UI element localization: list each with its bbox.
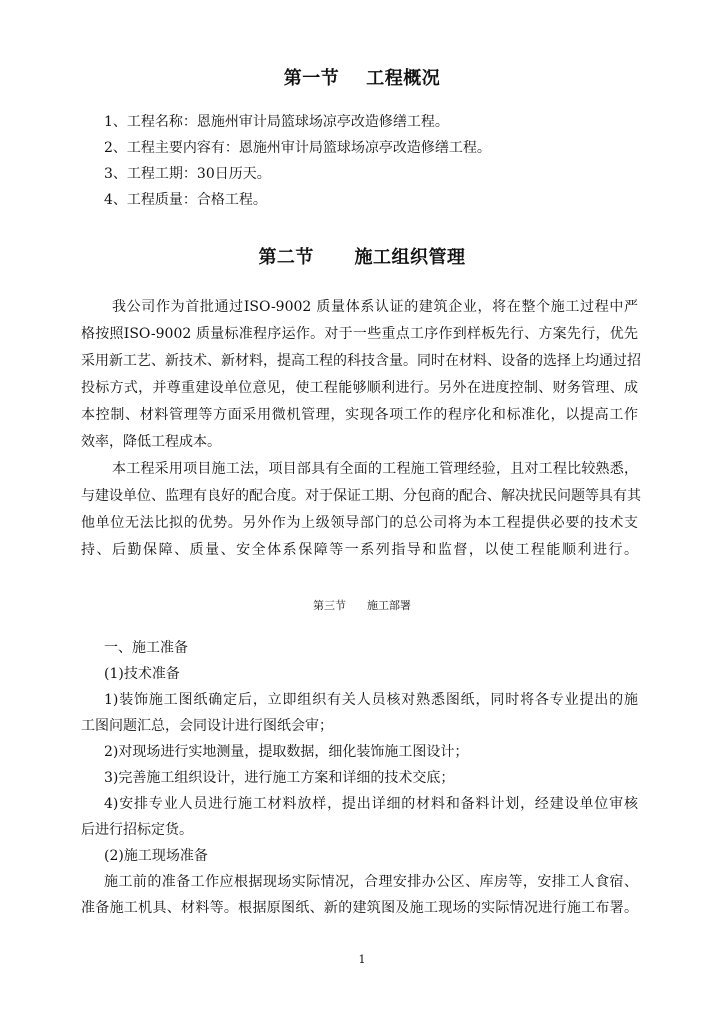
section2-para2-line-2: 与建设单位、监理有良好的配合度。对于保证工期、分包商的配合、解决扰民问题等具有其 (81, 488, 641, 504)
section3-line-10: 施工前的准备工作应根据现场实际情况，合理安排办公区、库房等，安排工人食宿、 (104, 874, 638, 890)
section3-subheading-site: (2)施工现场准备 (104, 848, 208, 864)
section2-title: 第二节 施工组织管理 (258, 247, 466, 268)
section3-heading-prep: 一、施工准备 (104, 640, 188, 656)
section2-para1-line-3: 采用新工艺、新技术、新材料，提高工程的科技含量。同时在材料、设备的选择上均通过招 (81, 353, 641, 369)
section3-line-11: 准备施工机具、材料等。根据原图纸、新的建筑图及施工现场的实际情况进行施工布署。 (81, 900, 638, 916)
section2-para2-line-3: 他单位无法比拟的优势。另外作为上级领导部门的总公司将为本工程提供必要的技术支 (81, 515, 638, 531)
section3-line-7: 4)安排专业人员进行施工材料放样，提出详细的材料和备料计划，经建设单位审核 (104, 796, 638, 812)
section1-item-2: 2、工程主要内容有：恩施州审计局篮球场凉亭改造修缮工程。 (104, 140, 491, 156)
section3-line-5: 2)对现场进行实地测量，提取数据，细化装饰施工图设计； (104, 744, 469, 760)
section2-para1-line-4: 投标方式，并尊重建设单位意见，使工程能够顺利进行。另外在进度控制、财务管理、成 (81, 380, 638, 396)
section2-para2-line-4: 持、后勤保障、质量、安全体系保障等一系列指导和监督，以使工程能顺利进行。 (81, 542, 638, 558)
section2-para1-line-2: 格按照ISO-9002 质量标准程序运作。对于一些重点工序作到样板先行、方案先行，优先 (81, 326, 638, 342)
section1-item-3: 3、工程工期：30日历天。 (104, 166, 271, 182)
section2-para2-line-1: 本工程采用项目施工法，项目部具有全面的工程施工管理经验，且对工程比较熟悉， (112, 461, 638, 477)
page-number: 1 (358, 953, 366, 966)
section2-para1-line-6: 效率，降低工程成本。 (81, 434, 221, 450)
section3-line-4: 工图问题汇总，会同设计进行图纸会审； (81, 718, 333, 734)
section1-title: 第一节 工程概况 (283, 68, 441, 89)
section3-subheading-tech: (1)技术准备 (104, 666, 180, 682)
section2-para1-line-1: 我公司作为首批通过ISO-9002 质量体系认证的建筑企业，将在整个施工过程中严 (112, 299, 638, 315)
section1-item-4: 4、工程质量：合格工程。 (104, 192, 267, 208)
section1-item-1: 1、工程名称：恩施州审计局篮球场凉亭改造修缮工程。 (104, 114, 449, 130)
section3-line-6: 3)完善施工组织设计，进行施工方案和详细的技术交底； (104, 770, 455, 786)
section3-line-3: 1)装饰施工图纸确定后，立即组织有关人员核对熟悉图纸，同时将各专业提出的施 (104, 692, 638, 708)
section2-para1-line-5: 本控制、材料管理等方面采用微机管理，实现各项工作的程序化和标准化，以提高工作 (81, 407, 638, 423)
section3-line-8: 后进行招标定货。 (81, 822, 193, 838)
section3-title: 第三节 施工部署 (313, 599, 411, 612)
